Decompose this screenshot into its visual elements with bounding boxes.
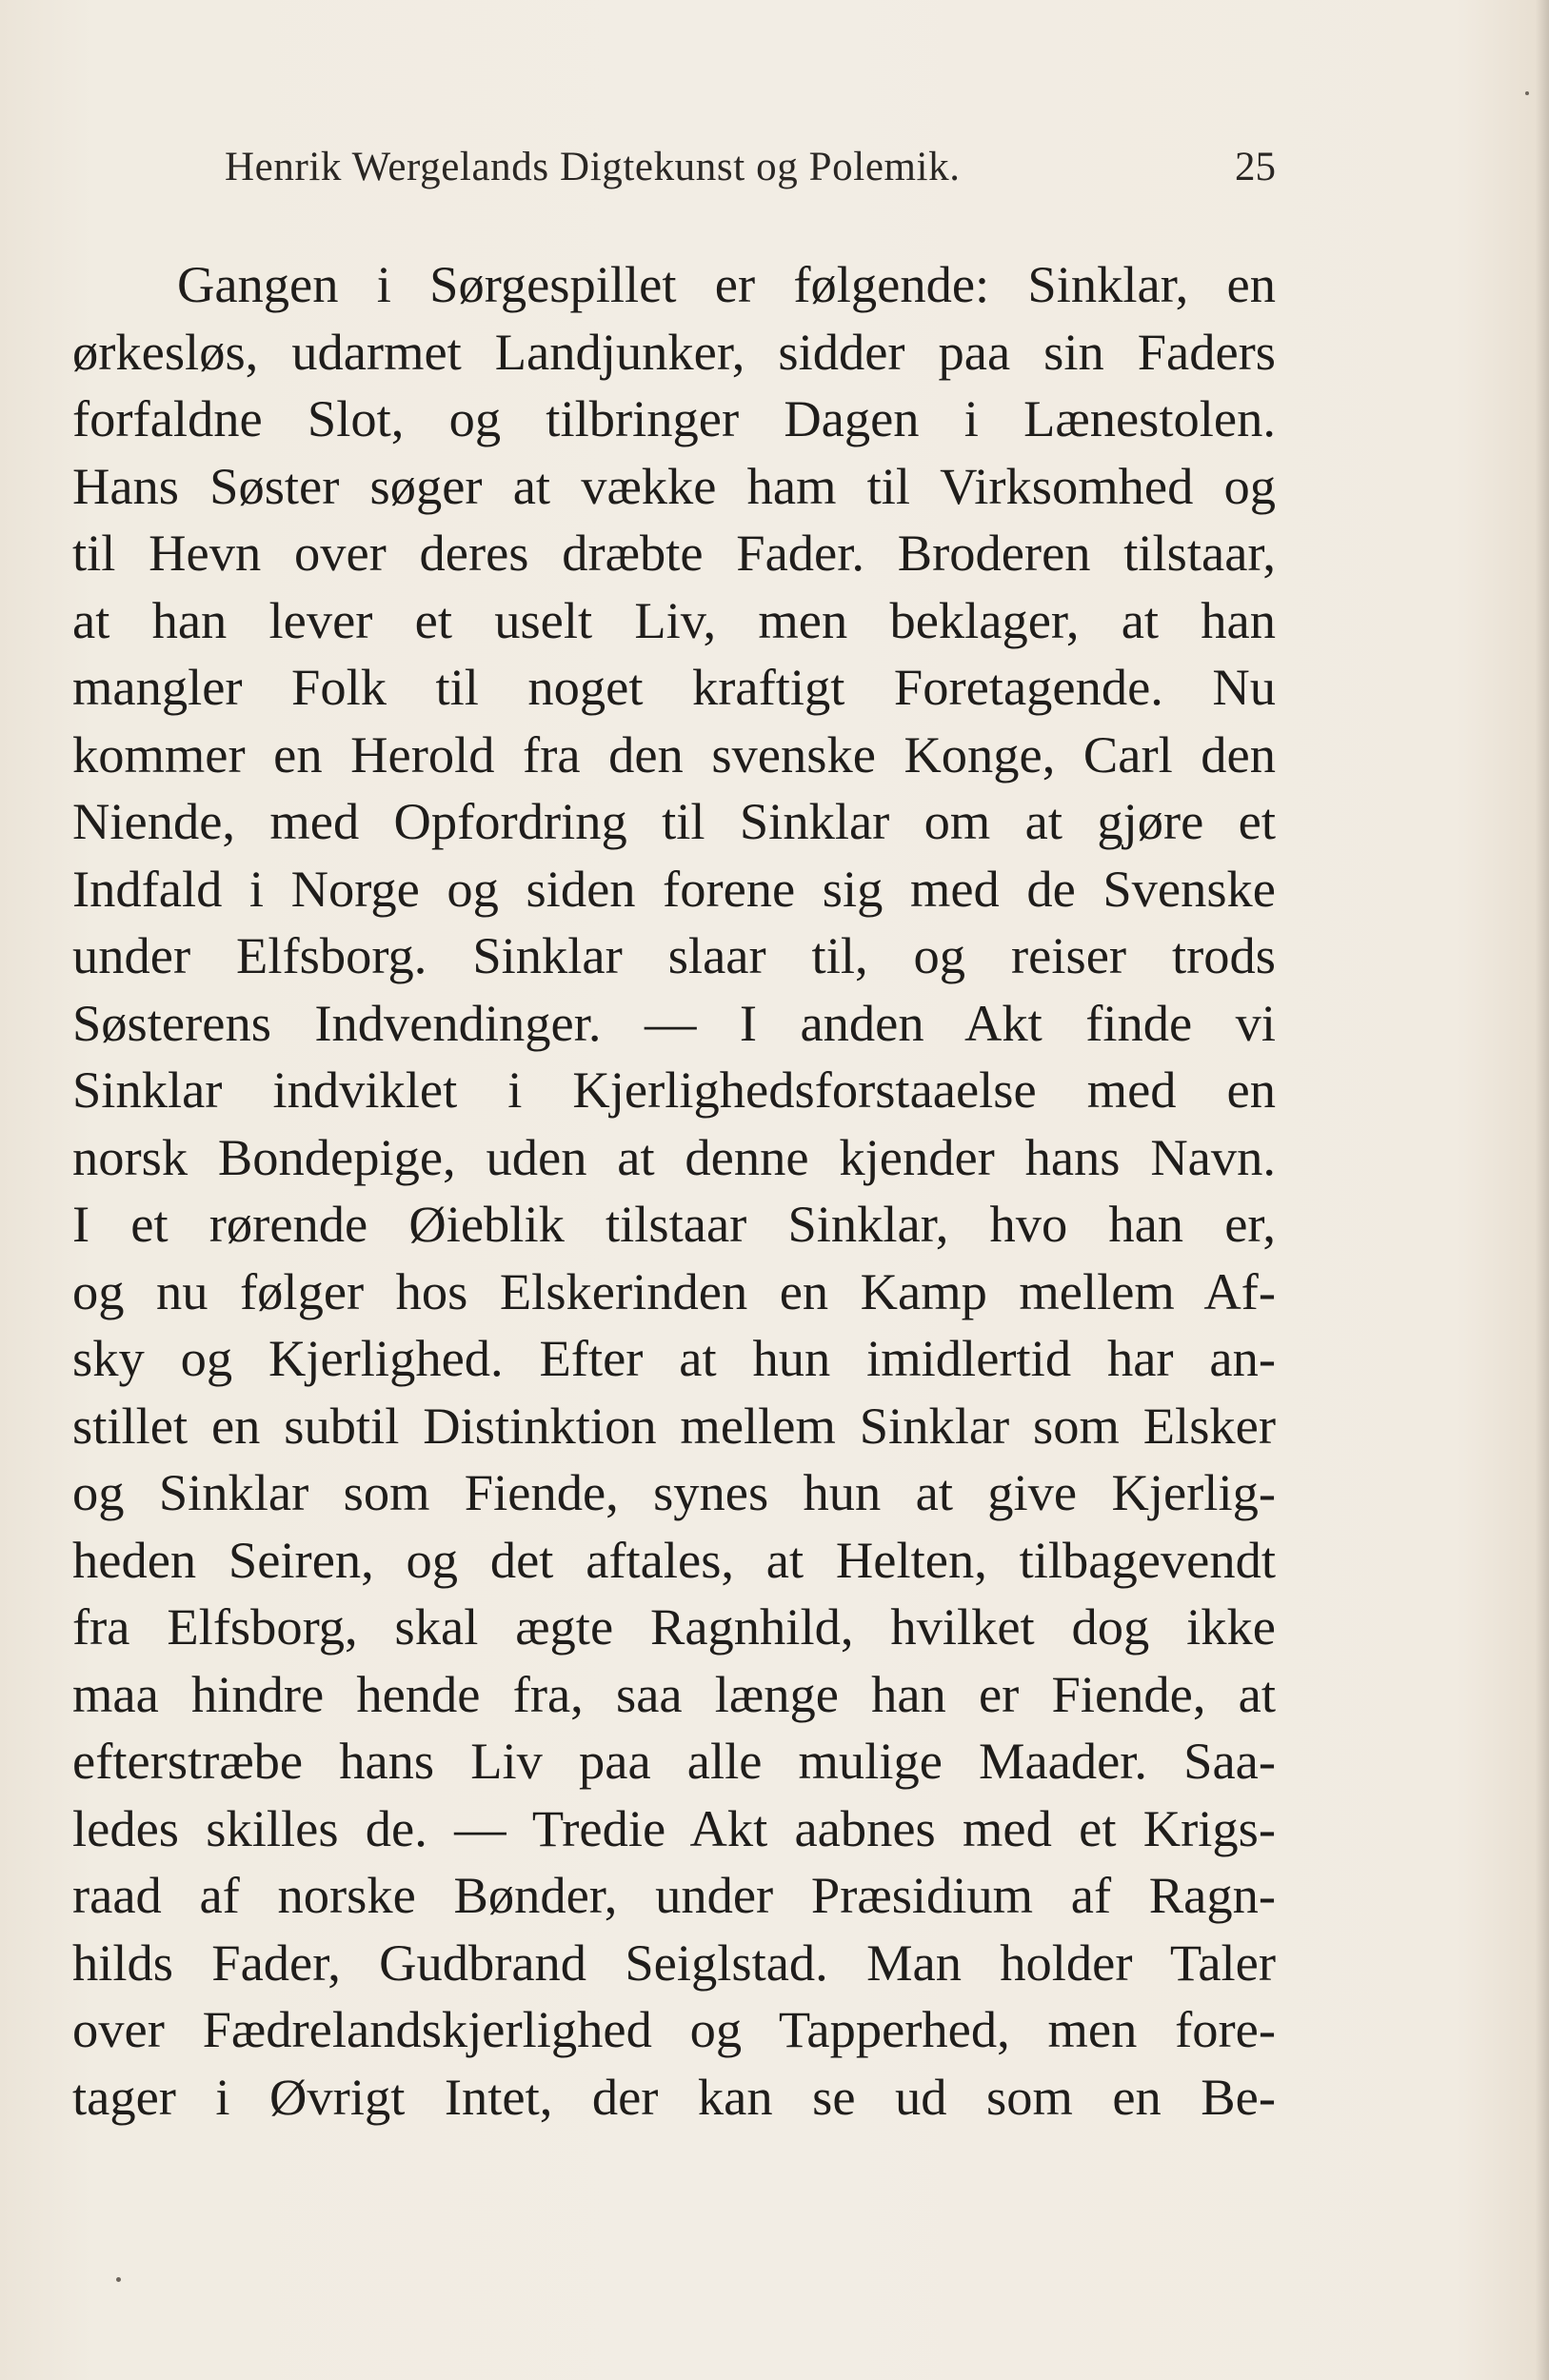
running-head: Henrik Wergelands Digtekunst og Polemik. xyxy=(225,145,961,189)
text-line: Gangen i Sørgespillet er følgende: Sinklar, en xyxy=(177,255,1276,313)
text-line: Hans Søster søger at vække ham til Virksomhed og xyxy=(72,456,1276,515)
text-line: heden Seiren, og det aftales, at Helten, tilbagevendt xyxy=(72,1530,1276,1589)
text-line: stillet en subtil Distinktion mellem Sinklar som Elsker xyxy=(72,1396,1276,1455)
text-line: ledes skilles de. — Tredie Akt aabnes med et Krigs- xyxy=(72,1798,1276,1857)
text-line: over Fædrelandskjerlighed og Tapperhed, men fore- xyxy=(72,2000,1276,2058)
page-number: 25 xyxy=(1235,145,1276,189)
text-line: fra Elfsborg, skal ægte Ragnhild, hvilket dog ikke xyxy=(72,1597,1276,1656)
text-line: hilds Fader, Gudbrand Seiglstad. Man holder Taler xyxy=(72,1933,1276,1992)
text-line: under Elfsborg. Sinklar slaar til, og reiser trods xyxy=(72,926,1276,984)
text-line: ørkesløs, udarmet Landjunker, sidder paa sin Faders xyxy=(72,322,1276,381)
text-line: sky og Kjerlighed. Efter at hun imidlertid har an- xyxy=(72,1329,1276,1387)
text-line: raad af norske Bønder, under Præsidium af Ragn- xyxy=(72,1866,1276,1924)
text-line: Sinklar indviklet i Kjerlighedsforstaaelse med en xyxy=(72,1061,1276,1119)
paper-speck xyxy=(116,2277,121,2282)
page-header xyxy=(225,139,1276,196)
text-line: forfaldne Slot, og tilbringer Dagen i Lænestolen. xyxy=(72,389,1276,447)
paper-speck xyxy=(1525,91,1529,95)
page-edge-shadow xyxy=(1536,0,1549,2380)
text-line: I et rørende Øieblik tilstaar Sinklar, hvo han er, xyxy=(72,1195,1276,1253)
text-line: og nu følger hos Elskerinden en Kamp mellem Af- xyxy=(72,1261,1276,1320)
text-line: maa hindre hende fra, saa længe han er Fiende, at xyxy=(72,1664,1276,1723)
text-line: efterstræbe hans Liv paa alle mulige Maader. Saa- xyxy=(72,1732,1276,1790)
text-line: til Hevn over deres dræbte Fader. Broderen tilstaar, xyxy=(72,524,1276,582)
text-line: Søsterens Indvendinger. — I anden Akt finde vi xyxy=(72,993,1276,1052)
text-line: Niende, med Opfordring til Sinklar om at gjøre et xyxy=(72,792,1276,850)
body-paragraph xyxy=(72,251,1276,2131)
text-line: norsk Bondepige, uden at denne kjender hans Navn. xyxy=(72,1127,1276,1186)
text-line: kommer en Herold fra den svenske Konge, Carl den xyxy=(72,724,1276,783)
text-line: og Sinklar som Fiende, synes hun at give Kjerlig- xyxy=(72,1463,1276,1521)
text-line: Indfald i Norge og siden forene sig med de Svenske xyxy=(72,859,1276,918)
text-line: mangler Folk til noget kraftigt Foretagende. Nu xyxy=(72,658,1276,716)
text-line: tager i Øvrigt Intet, der kan se ud som en Be- xyxy=(72,2067,1276,2126)
text-line: at han lever et uselt Liv, men beklager, at han xyxy=(72,590,1276,649)
